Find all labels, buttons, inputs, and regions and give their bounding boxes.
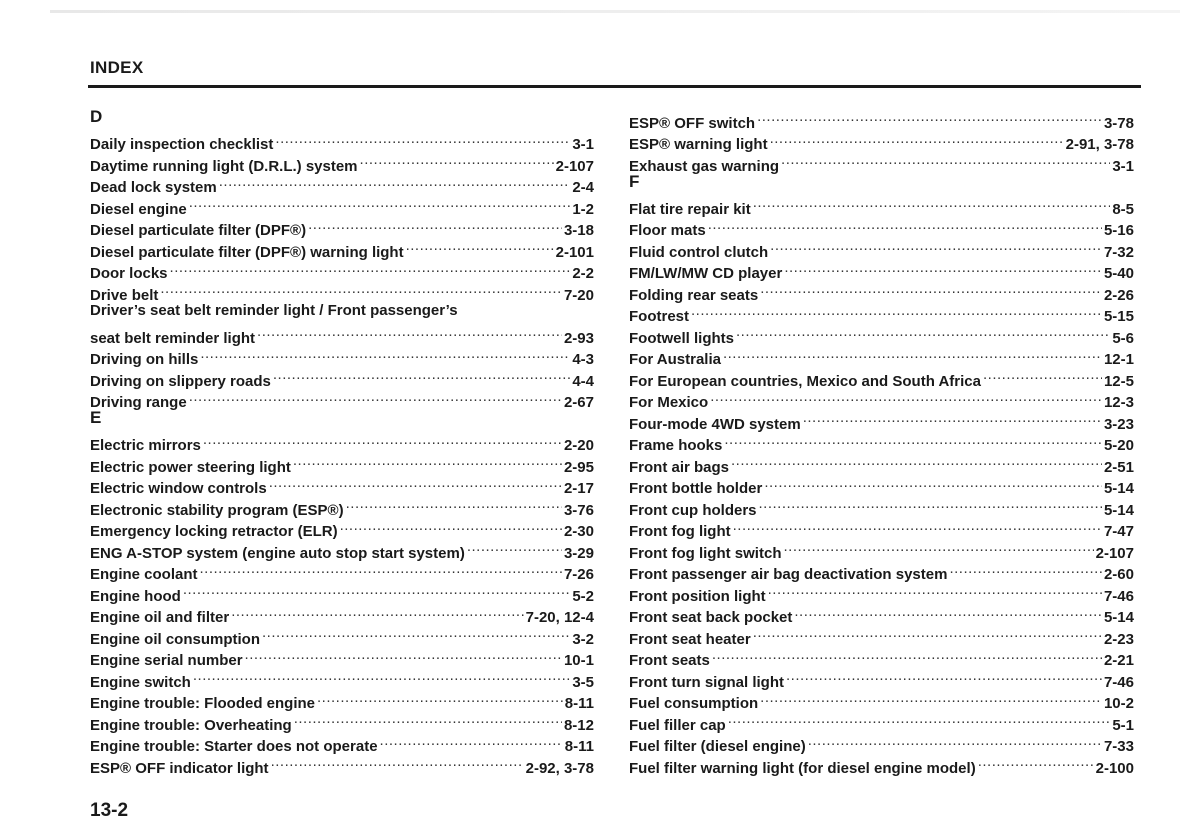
index-term: Front passenger air bag deactivation system [629, 566, 948, 583]
index-term: Engine trouble: Starter does not operate [90, 738, 378, 755]
index-term: Floor mats [629, 222, 706, 239]
dot-leader [784, 665, 1102, 687]
index-term: For Australia [629, 351, 721, 368]
dot-leader [779, 149, 1110, 171]
index-term: Front fog light [629, 523, 731, 540]
index-term: Daily inspection checklist [90, 136, 274, 153]
index-term: FM/LW/MW CD player [629, 265, 783, 282]
index-term: Fuel consumption [629, 695, 759, 712]
index-page-ref: 5-6 [1112, 329, 1134, 347]
index-page-ref: 5-16 [1103, 222, 1134, 239]
index-entry-continued: Driver’s seat belt reminder light / Front passenger’s [90, 301, 458, 319]
index-page-ref: 2-93 [563, 329, 594, 347]
dot-leader [721, 343, 1102, 365]
index-term: Diesel particulate filter (DPF®) warning light [90, 243, 404, 261]
index-term: Engine trouble: Overheating [90, 716, 292, 734]
index-term: Fuel filter (diesel engine) [629, 738, 806, 755]
index-term: Footrest [629, 308, 689, 325]
index-term: Fuel filler cap [629, 716, 726, 734]
index-term: Electric power steering light [90, 458, 291, 476]
index-page-ref: 3-1 [572, 136, 594, 153]
index-term: Electronic stability program (ESP®) [90, 501, 344, 519]
index-page-ref: 2-51 [1103, 458, 1134, 476]
index-page-ref: 2-95 [563, 458, 594, 476]
index-term: For Mexico [629, 394, 709, 411]
index-page-ref: 2-26 [1103, 286, 1134, 304]
dot-leader [729, 450, 1102, 472]
dot-leader [358, 149, 554, 171]
dot-leader [344, 493, 562, 515]
section-letter: F [629, 171, 640, 191]
dot-leader [947, 558, 1102, 580]
index-page-ref: 8-12 [563, 716, 594, 734]
index-entry [629, 214, 1134, 239]
dot-leader [806, 730, 1102, 752]
dot-leader [292, 708, 562, 730]
index-term: Folding rear seats [629, 286, 759, 304]
index-page-ref: 7-47 [1103, 523, 1134, 540]
index-term: Dead lock system [90, 179, 217, 196]
page-number: 13-2 [90, 800, 129, 821]
index-page-ref: 12-3 [1103, 394, 1134, 411]
dot-leader [217, 171, 571, 193]
index-term: Diesel particulate filter (DPF®) [90, 222, 307, 239]
index-page-ref: 3-1 [1112, 157, 1134, 175]
index-term: ENG A-STOP system (engine auto stop start system) [90, 544, 465, 562]
index-term: Driving on slippery roads [90, 372, 271, 390]
index-entry [629, 321, 1134, 347]
index-term: Front seats [629, 652, 710, 669]
dot-leader [726, 708, 1111, 730]
index-page-ref: 2-30 [563, 523, 594, 540]
index-term: Flat tire repair kit [629, 200, 751, 218]
index-term: Daytime running light (D.R.L.) system [90, 157, 358, 175]
index-term: ESP® OFF switch [629, 114, 756, 132]
index-column-right [629, 106, 1134, 777]
index-page-ref: 3-23 [1103, 415, 1134, 433]
dot-leader [260, 622, 570, 644]
index-page-ref: 3-2 [572, 630, 594, 648]
dot-leader [229, 601, 523, 623]
index-term: For European countries, Mexico and South Africa [629, 372, 981, 390]
header-rule [88, 85, 1141, 88]
index-page-ref: 2-17 [563, 480, 594, 497]
index-term: Exhaust gas warning [629, 157, 780, 175]
dot-leader [198, 343, 570, 365]
index-page-ref: 2-23 [1103, 630, 1134, 648]
index-page-ref: 2-21 [1103, 652, 1134, 669]
dot-leader [710, 644, 1102, 666]
index-term: Engine oil consumption [90, 630, 260, 648]
index-page-ref: 10-1 [563, 652, 594, 669]
index-page-ref: 4-3 [572, 351, 594, 368]
dot-leader [158, 278, 562, 300]
section-letter: D [90, 107, 103, 126]
index-page-ref: 2-107 [1095, 544, 1134, 562]
index-page-ref: 2-107 [555, 157, 594, 175]
index-term: Four-mode 4WD system [629, 415, 801, 433]
index-page-ref: 2-101 [555, 243, 594, 261]
index-page-ref: 5-1 [1112, 716, 1134, 734]
dot-leader [267, 472, 562, 494]
index-term: Engine hood [90, 587, 181, 605]
index-page-ref: 7-26 [563, 566, 594, 583]
dot-leader [792, 601, 1102, 623]
index-page-ref: 12-5 [1103, 372, 1134, 390]
dot-leader [976, 751, 1094, 773]
dot-leader [201, 429, 562, 451]
dot-leader [187, 386, 562, 408]
index-page-ref: 3-18 [563, 222, 594, 239]
dot-leader [708, 386, 1102, 408]
index-page-ref: 7-20 [563, 286, 594, 304]
dot-leader [757, 493, 1102, 515]
index-entry [90, 429, 594, 454]
index-page-ref: 2-4 [572, 179, 594, 196]
dot-leader [315, 687, 563, 709]
index-page-ref: 2-2 [572, 265, 594, 282]
dot-leader [751, 622, 1102, 644]
dot-leader [255, 321, 562, 343]
dot-leader [768, 235, 1102, 257]
index-page-ref: 5-15 [1103, 308, 1134, 325]
index-term: Front seat heater [629, 630, 751, 648]
index-entry [629, 106, 1134, 132]
index-page-ref: 2-60 [1103, 566, 1134, 583]
index-term: Fluid control clutch [629, 243, 769, 261]
index-term: Front bottle holder [629, 480, 763, 497]
section-letter: E [90, 408, 102, 427]
dot-leader [191, 665, 570, 687]
index-term: Engine oil and filter [90, 609, 230, 626]
index-page-ref: 3-76 [563, 501, 594, 519]
index-term: Front fog light switch [629, 544, 782, 562]
dot-leader [781, 536, 1093, 558]
index-term: Electric window controls [90, 480, 267, 497]
dot-leader [782, 257, 1102, 279]
dot-leader [755, 106, 1102, 128]
dot-leader [291, 450, 562, 472]
dot-leader [734, 321, 1110, 343]
index-page-ref: 7-32 [1103, 243, 1134, 261]
dot-leader [306, 214, 562, 236]
index-page-ref: 8-11 [564, 738, 594, 755]
index-page-ref: 3-78 [1103, 114, 1134, 132]
index-page-ref: 2-67 [563, 394, 594, 411]
dot-leader [766, 579, 1102, 601]
index-page-ref: 4-4 [572, 372, 594, 390]
dot-leader [722, 429, 1102, 451]
index-page-ref: 5-20 [1103, 437, 1134, 454]
dot-leader [168, 257, 571, 279]
index-entry [629, 300, 1134, 325]
index-page-ref: 2-92, 3-78 [525, 759, 594, 777]
index-term: Front cup holders [629, 501, 757, 519]
index-term: Engine switch [90, 673, 191, 691]
index-column-left [90, 106, 594, 777]
dot-leader [243, 644, 562, 666]
index-entry [629, 192, 1134, 218]
index-page-ref: 10-2 [1103, 695, 1134, 712]
index-term: Frame hooks [629, 437, 723, 454]
dot-leader [404, 235, 554, 257]
index-page-ref: 7-46 [1103, 673, 1134, 691]
index-entry [90, 321, 594, 347]
index-term: Diesel engine [90, 200, 187, 218]
index-page-ref: 5-2 [572, 587, 594, 605]
index-page-ref: 3-29 [563, 544, 594, 562]
page-top-edge [50, 10, 1180, 13]
index-term: Front seat back pocket [629, 609, 793, 626]
index-term: Driving range [90, 394, 187, 411]
index-page-ref: 1-2 [572, 200, 594, 218]
index-term: ESP® OFF indicator light [90, 759, 269, 777]
index-term: Door locks [90, 265, 168, 282]
dot-leader [758, 278, 1102, 300]
dot-leader [378, 730, 563, 752]
index-term: seat belt reminder light [90, 329, 256, 347]
dot-leader [706, 214, 1102, 236]
index-term: Fuel filter warning light (for diesel engine model) [629, 759, 976, 777]
dot-leader [768, 128, 1064, 150]
index-page-ref: 2-20 [563, 437, 594, 454]
index-term: Drive belt [90, 286, 159, 304]
index-term: Front turn signal light [629, 673, 784, 691]
index-page-ref: 5-14 [1103, 480, 1134, 497]
index-page-ref: 8-5 [1112, 200, 1134, 218]
index-entry [90, 128, 594, 153]
dot-leader [465, 536, 562, 558]
index-page-ref: 12-1 [1103, 351, 1134, 368]
dot-leader [731, 515, 1102, 537]
dot-leader [181, 579, 570, 601]
dot-leader [198, 558, 562, 580]
dot-leader [273, 128, 570, 150]
page-title: INDEX [90, 58, 144, 77]
index-term: Footwell lights [629, 329, 734, 347]
dot-leader [269, 751, 524, 773]
index-page-ref: 3-5 [572, 673, 594, 691]
index-term: Front position light [629, 587, 766, 605]
dot-leader [338, 515, 562, 537]
dot-leader [801, 407, 1102, 429]
index-page-ref: 8-11 [564, 695, 594, 712]
index-page-ref: 7-46 [1103, 587, 1134, 605]
index-term: Front air bags [629, 458, 730, 476]
index-page-ref: 5-14 [1103, 501, 1134, 519]
index-page-ref: 2-100 [1095, 759, 1134, 777]
index-term: Engine trouble: Flooded engine [90, 695, 315, 712]
index-page-ref: 7-20, 12-4 [525, 609, 594, 626]
index-page-ref: 7-33 [1103, 738, 1134, 755]
index-page-ref: 2-91, 3-78 [1065, 136, 1134, 153]
index-page-ref: 5-40 [1103, 265, 1134, 282]
index-term: Driving on hills [90, 351, 199, 368]
dot-leader [751, 192, 1111, 214]
dot-leader [187, 192, 571, 214]
dot-leader [762, 472, 1102, 494]
index-term: Engine coolant [90, 566, 198, 583]
index-term: ESP® warning light [629, 136, 768, 153]
index-page-ref: 5-14 [1103, 609, 1134, 626]
dot-leader [271, 364, 570, 386]
index-term: Electric mirrors [90, 437, 201, 454]
index-term: Engine serial number [90, 652, 243, 669]
index-entry [90, 278, 594, 304]
dot-leader [758, 687, 1102, 709]
index-term: Emergency locking retractor (ELR) [90, 523, 338, 540]
dot-leader [981, 364, 1102, 386]
dot-leader [689, 300, 1102, 322]
